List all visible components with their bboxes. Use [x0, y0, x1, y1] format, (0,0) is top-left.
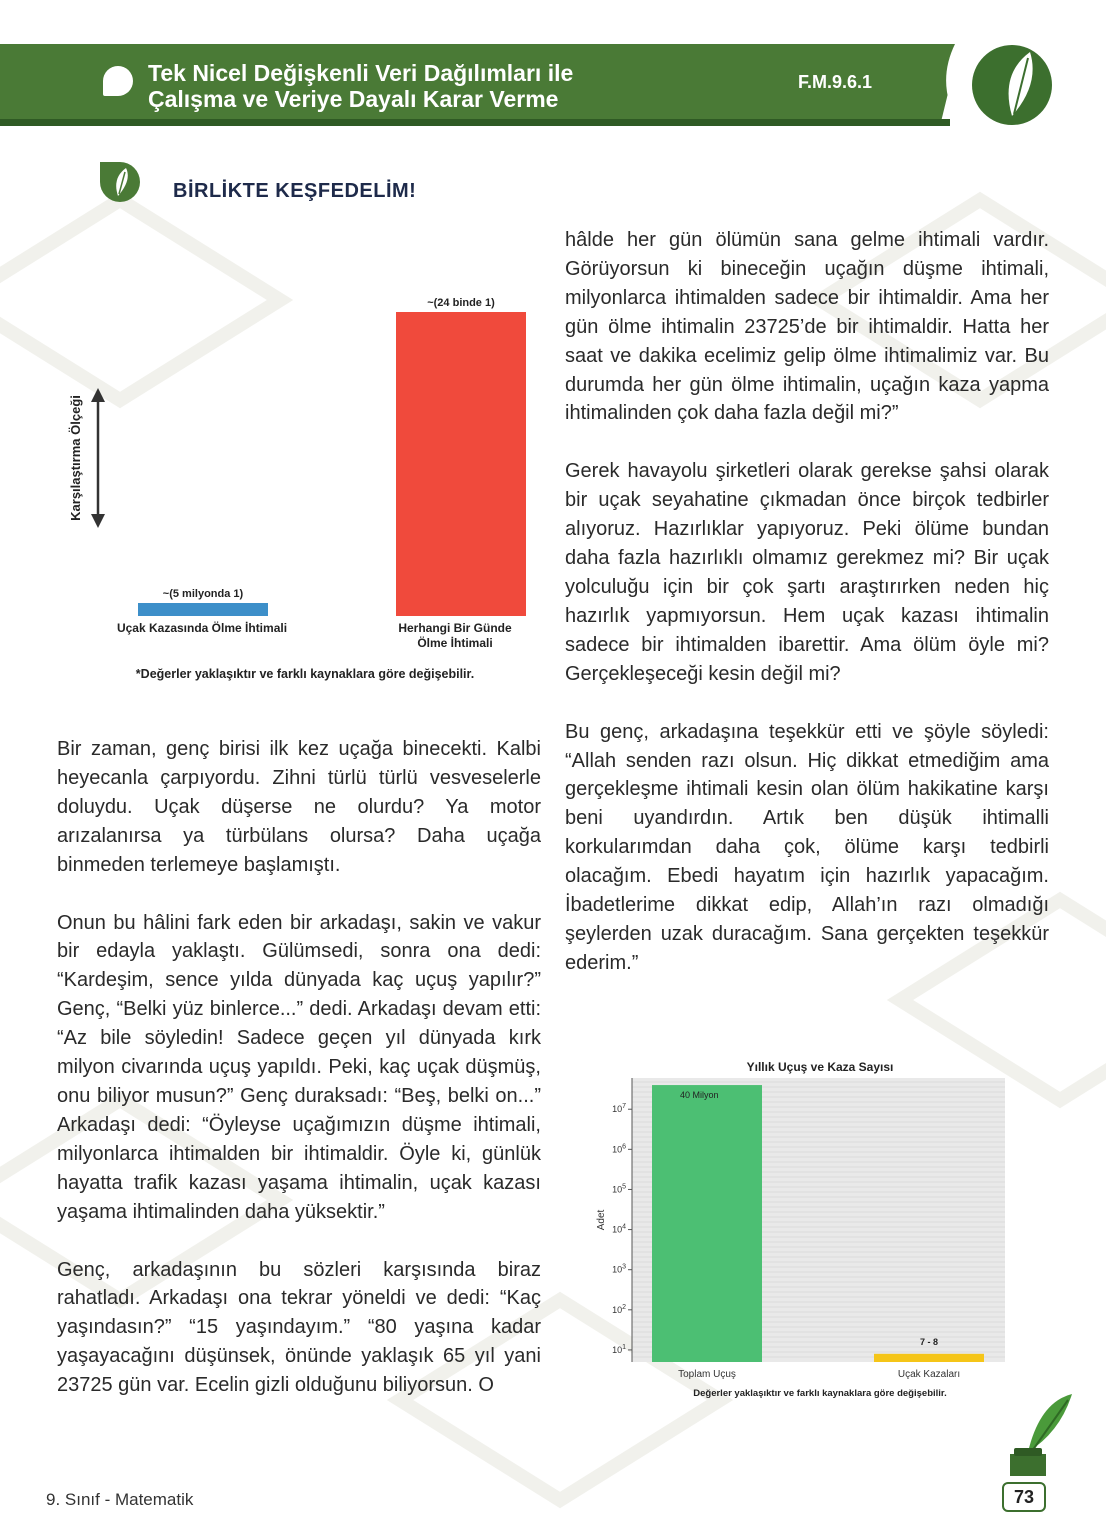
data-label-total-flights: 40 Milyon	[680, 1090, 719, 1101]
section-title: BİRLİKTE KEŞFEDELİM!	[173, 180, 417, 202]
y-tick-label: $10^3$	[612, 1263, 626, 1275]
y-tick-label: $10^1$	[612, 1343, 626, 1355]
comparison-scale-arrow	[91, 388, 105, 528]
y-tick-label: $10^7$	[612, 1103, 626, 1115]
footer-course: 9. Sınıf - Matematik	[46, 1490, 194, 1509]
data-label-plane-crashes: 7 - 8	[919, 1336, 939, 1347]
right-column	[565, 226, 1049, 1007]
paragraph: hâlde her gün ölümün sana gelme ihtimali vardır. Görüyorsun ki bineceğin uçağın düşme ihtimali, milyonlarca ihtimalden sadece bir ihtimaldir. Ama her gün ölme ihtimalin 23725’de bir ihtimaldir. Hatta her saat ve dakika ecelimiz gelip ölme ihtimalimiz var. Bu durumda her gün ölme ihtimalin, uçağın kaza yapma ihtimalinden çok daha fazla değil mi?”	[565, 229, 1049, 425]
y-tick-label: $10^6$	[612, 1143, 626, 1155]
header-bullet	[103, 66, 133, 96]
y-axis-label: Karşılaştırma Ölçeği	[68, 395, 83, 521]
probability-chart	[60, 290, 540, 690]
paragraph: Gerek havayolu şirketleri olarak gerekse şahsi olarak bir uçak seyahatine çıkmadan önce birçok tedbirler alıyoruz. Hazırlıklar yapıyoruz. Peki ölüme bundan daha fazla hazırlıklı olmamız gerekmez mi? Bir uçak yolculuğu için bir çok şartı araştırırken neden hiç hazırlık yapmıyorsun. Hem uçak kazası ihtimalin sadece bir ihtimalden ibarettir. Ama ölüm öyle mi? Gerçekleşeceği kesin değil mi?	[565, 460, 1049, 685]
left-column	[57, 735, 541, 1429]
page-number: 73	[1002, 1482, 1046, 1512]
data-label-daily-death: ~(24 binde 1)	[427, 297, 495, 309]
category-label-daily-death: Herhangi Bir Günde Ölme İhtimali	[398, 621, 512, 650]
curriculum-code: F.M.9.6.1	[798, 72, 873, 92]
chart-note: *Değerler yaklaşıktır ve farklı kaynaklara göre değişebilir.	[135, 667, 475, 681]
paragraph: Bu genç, arkadaşına teşekkür etti ve şöyle söyledi: “Allah senden razı olsun. Hiç dikkat etmediğim ama gerçekleşme ihtimali kesin olan ölüm hakikatine karşı beni uyandırdın. Artık ben düşük ihtimalli korkularımdan daha çok, ölüme karşı tedbirli olacağım. Ebedi hayatım için hazırlık yapacağım. İbadetlerime dikkat edip, Allah’ın razı olmadığı şeylerden uzak duracağım. Sana gerçekten teşekkür ederim.”	[565, 720, 1049, 974]
category-label-plane-crashes: Uçak Kazaları	[897, 1369, 961, 1380]
quill-inkwell-icon	[1000, 1392, 1080, 1482]
page-title: Tek Nicel Değişkenli Veri Dağılımları ile Çalışma ve Veriye Dayalı Karar Verme	[148, 60, 574, 112]
chart-title: Yıllık Uçuş ve Kaza Sayısı	[746, 1060, 894, 1074]
paragraph: Bir zaman, genç birisi ilk kez uçağa binecekti. Kalbi heyecanla çarpıyordu. Zihni türlü türlü vesveselerle doluydu. Uçak düşerse ne olurdu? Ya motor arızalanırsa ya türbülans olursa? Daha uçağa binmeden terlemeye başlamıştı.	[57, 738, 541, 876]
category-label-total-flights: Toplam Uçuş	[678, 1369, 736, 1380]
y-axis-label: Adet	[596, 1209, 607, 1231]
bar-plane-crashes	[874, 1354, 984, 1362]
paragraph: Genç, arkadaşının bu sözleri karşısında biraz rahatladı. Arkadaşı ona tekrar yöneldi ve dedi: “Kaç yaşındasın?” “15 yaşındayım.” “80 yaşına kadar yaşayacağını düşünsek, önünde yaklaşık 65 yıl yani 23725 gün var. Ecelin gizli olduğunu biliyorsun. O	[57, 1258, 541, 1397]
y-tick-label: $10^4$	[612, 1223, 626, 1235]
bar-total-flights	[652, 1085, 762, 1362]
feather-badge-icon	[98, 160, 142, 204]
category-label-plane-crash: Uçak Kazasında Ölme İhtimali	[116, 621, 288, 635]
paragraph: Onun bu hâlini fark eden bir arkadaşı, sakin ve vakur bir edayla yaklaştı. Gülümsedi, sonra ona dedi: “Kardeşim, sence yılda dünyada kaç uçuş yapılır?” Genç, “Belki yüz binlerce...” dedi. Arkadaşı devam etti: “Az bile söyledin! Sadece geçen yıl dünyada kırk milyon civarında uçuş yapıldı. Peki, kaç uçak düşmüş, onu biliyor musun?” Genç duraksadı: “Beş, belki on...” Arkadaşı dedi: “Öyleyse uçağımızın düşme ihtimali, milyonlarca ihtimalden bir ihtimaldir. Öyle ki, günlük hayatta trafik kazası yaşama ihtimalin, uçak kazası yaşama ihtimalinden daha yüksektir.”	[57, 911, 541, 1223]
flight-accident-chart	[592, 1054, 1022, 1414]
data-label-plane-crash: ~(5 milyonda 1)	[162, 588, 244, 600]
bar-plane-crash	[138, 603, 268, 616]
chart-note: Değerler yaklaşıktır ve farklı kaynaklara göre değişebilir.	[693, 1388, 947, 1399]
bar-daily-death	[396, 312, 526, 616]
y-ticks	[612, 1103, 632, 1355]
y-tick-label: $10^5$	[612, 1183, 626, 1195]
y-tick-label: $10^2$	[612, 1303, 626, 1315]
